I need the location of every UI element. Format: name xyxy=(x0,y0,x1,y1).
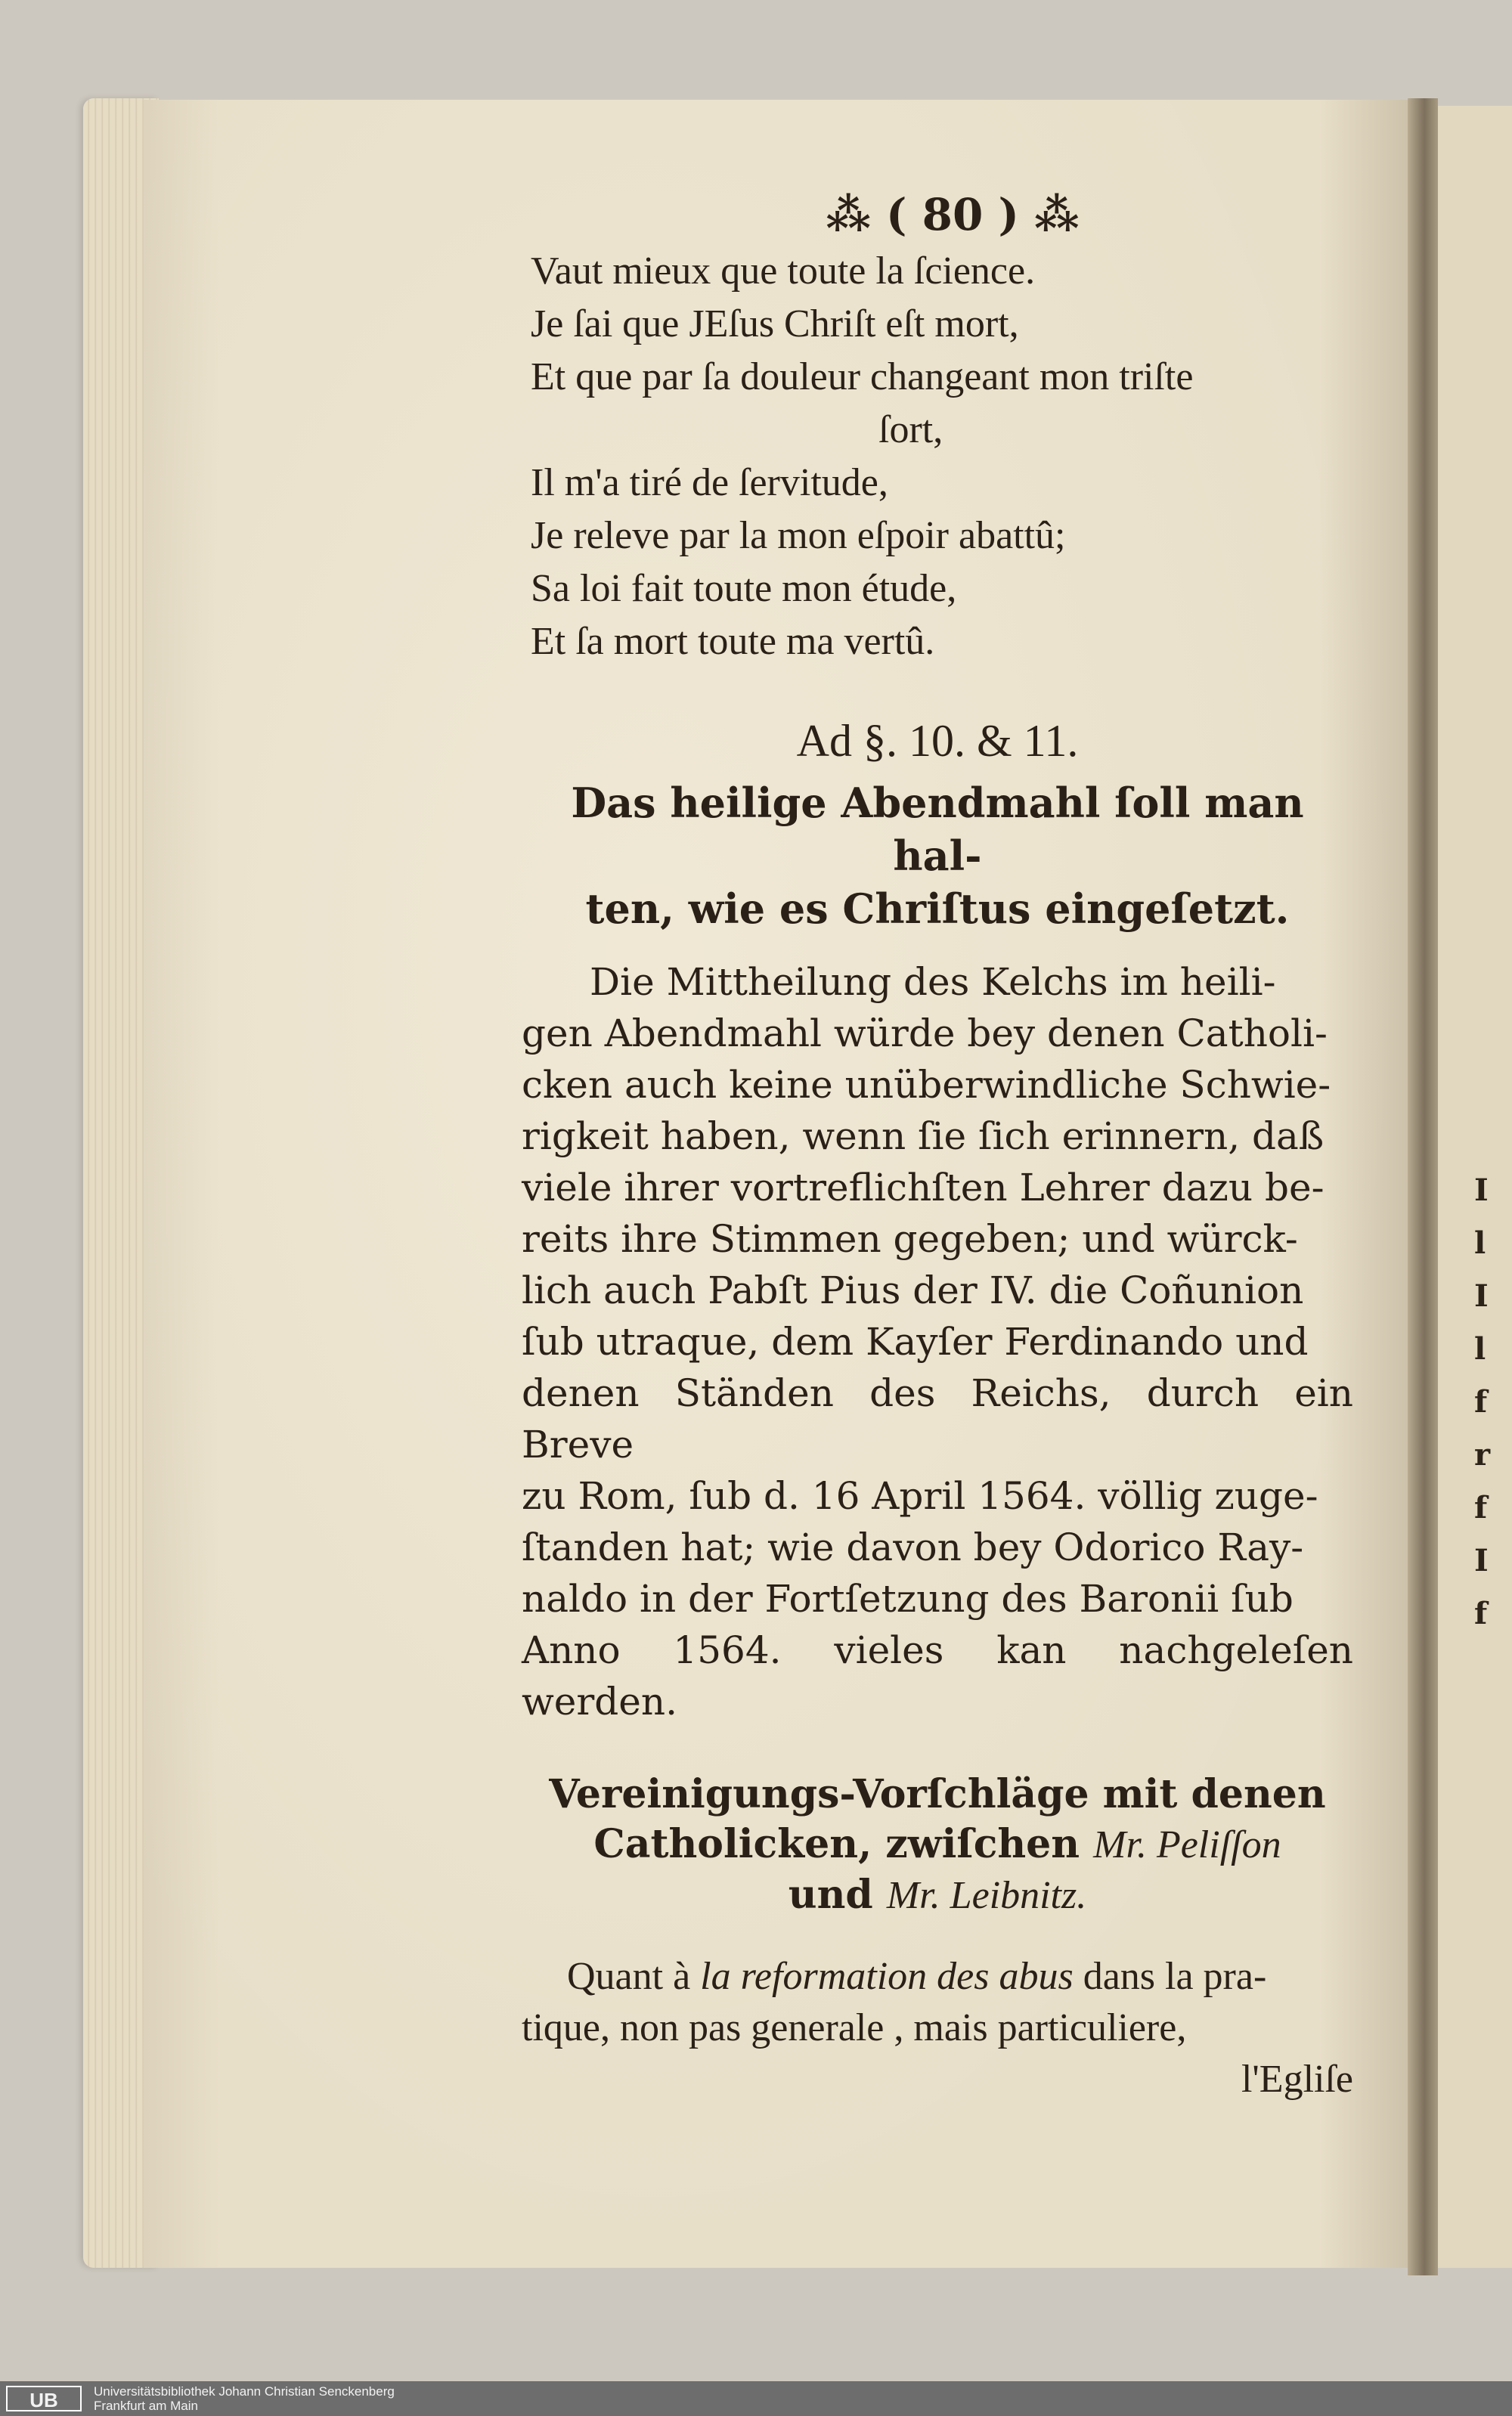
paragraph-line: Die Mittheilung des Kelchs im heili- xyxy=(590,960,1276,1004)
french-text: dans la pra- xyxy=(1083,1955,1267,1998)
facing-page-fragment: f xyxy=(1474,1596,1488,1631)
facing-page-text xyxy=(1474,1164,1490,1640)
subheading xyxy=(522,1770,1353,1921)
facing-page-fragment: l xyxy=(1474,1331,1486,1367)
paragraph-line: rigkeit haben, wenn ſie ſich erinnern, daß xyxy=(522,1114,1325,1158)
catchword: l'Egliſe xyxy=(1241,2058,1353,2101)
subheading-line: Vereinigungs-Vorſchläge mit denen xyxy=(549,1771,1326,1817)
paragraph-line: Anno 1564. vieles kan nachgeleſen werden. xyxy=(522,1628,1353,1724)
paragraph-line: ſub utraque, dem Kayſer Ferdinando und xyxy=(522,1320,1309,1364)
poem-line: ſort, xyxy=(878,408,943,451)
subheading-name: Mr. Peliſſon xyxy=(1093,1823,1281,1866)
french-line: tique, non pas generale , mais particuliere, xyxy=(522,2006,1187,2049)
facing-page-fragment: I xyxy=(1474,1278,1489,1314)
section-title-line: Das heilige Abendmahl ſoll man hal- xyxy=(571,779,1304,880)
paragraph-line: naldo in der Fortſetzung des Baronii ſub xyxy=(522,1577,1294,1621)
section-heading: Ad §. 10. & 11. xyxy=(796,716,1079,766)
page-content xyxy=(522,189,1353,2105)
paragraph-line: cken auch keine unüberwindliche Schwie- xyxy=(522,1063,1331,1107)
poem-line: Vaut mieux que toute la ſcience. xyxy=(531,249,1036,293)
paragraph-line: zu Rom, ſub d. 16 April 1564. völlig zuge- xyxy=(522,1474,1318,1518)
library-footer xyxy=(0,2381,1512,2416)
library-credit xyxy=(94,2384,395,2413)
french-line xyxy=(522,1951,1353,2002)
book-gutter xyxy=(1408,98,1438,2275)
poem-line: Et ſa mort toute ma vertû. xyxy=(531,620,935,663)
paragraph-line: denen Ständen des Reichs, durch ein Breve xyxy=(522,1371,1353,1467)
french-text: Quant à xyxy=(567,1955,691,1998)
poem xyxy=(531,245,1353,668)
paragraph-line: reits ihre Stimmen gegeben; und würck- xyxy=(522,1217,1298,1261)
subheading-text: Catholicken, zwiſchen xyxy=(593,1821,1080,1867)
poem-line: Il m'a tiré de ſervitude, xyxy=(531,461,888,504)
poem-line: Je releve par la mon eſpoir abattû; xyxy=(531,514,1066,557)
french-paragraph xyxy=(522,1951,1353,2054)
poem-line: Et que par ſa douleur changeant mon triſte xyxy=(531,355,1194,398)
section-title xyxy=(522,776,1353,935)
facing-page-fragment: r xyxy=(1474,1437,1491,1473)
library-city: Frankfurt am Main xyxy=(94,2399,198,2413)
subheading-line xyxy=(522,1820,1353,1870)
section-title-line: ten, wie es Chriſtus eingeſetzt. xyxy=(585,884,1290,933)
facing-page-fragment: f xyxy=(1474,1384,1488,1420)
facing-page-fragment: l xyxy=(1474,1225,1486,1261)
facing-page-fragment: I xyxy=(1474,1543,1489,1578)
poem-line: Je ſai que JEſus Chriſt eſt mort, xyxy=(531,302,1019,345)
page-header: ⁂ ( 80 ) ⁂ xyxy=(826,189,1080,240)
paragraph-line: viele ihrer vortreflichſten Lehrer dazu be- xyxy=(522,1166,1325,1210)
poem-line: Sa loi fait toute mon étude, xyxy=(531,567,957,610)
body-paragraph xyxy=(522,956,1353,1727)
subheading-name: Mr. Leibnitz. xyxy=(886,1874,1087,1917)
ub-logo: UB xyxy=(6,2386,82,2411)
facing-page-fragment: f xyxy=(1474,1490,1488,1525)
french-italic: la reformation des abus xyxy=(700,1955,1074,1998)
paragraph-line: ſtanden hat; wie davon bey Odorico Ray- xyxy=(522,1525,1304,1569)
facing-page-fragment: I xyxy=(1474,1172,1489,1208)
subheading-line xyxy=(522,1870,1353,1921)
library-name: Universitätsbibliothek Johann Christian Senckenberg xyxy=(94,2384,395,2399)
paragraph-line: lich auch Pabſt Pius der IV. die Coñunion xyxy=(522,1268,1304,1312)
paragraph-line: gen Abendmahl würde bey denen Catholi- xyxy=(522,1011,1328,1055)
subheading-text: und xyxy=(788,1872,873,1918)
